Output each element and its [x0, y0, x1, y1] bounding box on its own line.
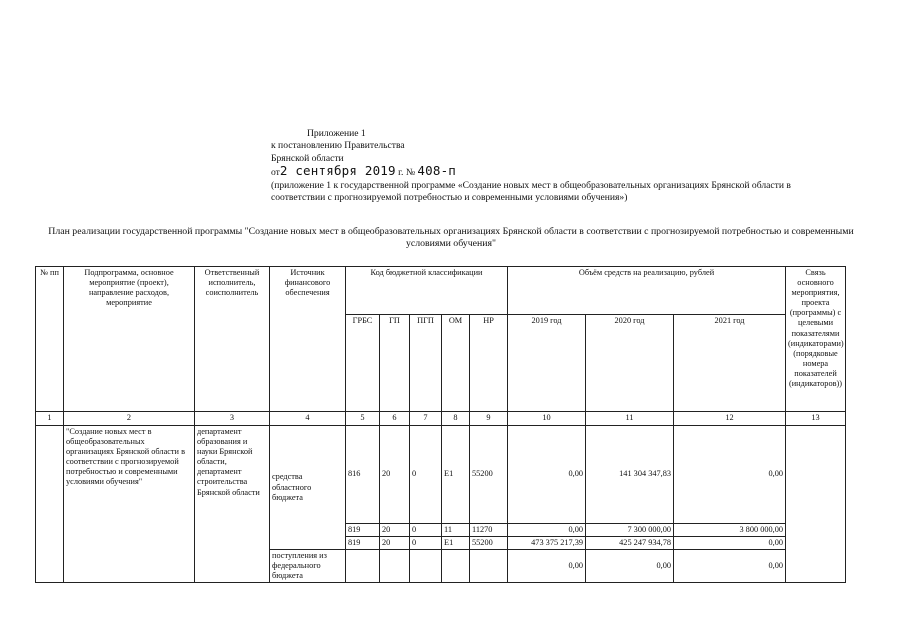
value-2019: 473 375 217,39: [508, 537, 586, 550]
om-cell: 11: [442, 524, 470, 537]
col-number: 13: [786, 412, 846, 426]
source-federal-budget: поступления из федерального бюджета: [270, 550, 346, 583]
gp-cell: 20: [380, 426, 410, 524]
gp-cell: [380, 550, 410, 583]
header-pgp: ПГП: [410, 315, 442, 412]
grbs-cell: [346, 550, 380, 583]
column-number-row: [36, 412, 846, 426]
header-grbs: ГРБС: [346, 315, 380, 412]
source-regional-budget: средства областного бюджета: [270, 426, 346, 550]
header-row-1: [36, 267, 846, 315]
np-cell: 55200: [470, 537, 508, 550]
gp-cell: 20: [380, 537, 410, 550]
header-2020: 2020 год: [586, 315, 674, 412]
header-funds: Объём средств на реализацию, рублей: [508, 267, 786, 315]
value-2020: 7 300 000,00: [586, 524, 674, 537]
value-2020: 0,00: [586, 550, 674, 583]
annex-date-line: [271, 165, 791, 179]
grbs-cell: 816: [346, 426, 380, 524]
link-cell: [786, 426, 846, 583]
header-om: ОМ: [442, 315, 470, 412]
col-number: 7: [410, 412, 442, 426]
np-cell: 11270: [470, 524, 508, 537]
pgp-cell: 0: [410, 537, 442, 550]
pgp-cell: [410, 550, 442, 583]
value-2019: 0,00: [508, 524, 586, 537]
pgp-cell: 0: [410, 524, 442, 537]
main-event-executor: департамент образования и науки Брянской области, департамент строительства Брянской области: [195, 426, 270, 583]
col-number: 5: [346, 412, 380, 426]
col-number: 10: [508, 412, 586, 426]
main-event-name: "Создание новых мест в общеобразовательных организациях Брянской области в соответствии с прогнозируемой потребностью и современными условиями обучения": [64, 426, 195, 583]
row-num-cell: [36, 426, 64, 583]
date-prefix: от: [271, 167, 280, 179]
plan-table: [35, 266, 846, 583]
gp-cell: 20: [380, 524, 410, 537]
annex-line-1: к постановлению Правительства: [271, 140, 405, 152]
annex-line-2: Брянской области: [271, 152, 344, 164]
date-suffix: г. №: [398, 167, 415, 179]
header-np: НР: [470, 315, 508, 412]
header-2021: 2021 год: [674, 315, 786, 412]
table-row: [36, 426, 846, 524]
grbs-cell: 819: [346, 537, 380, 550]
value-2021: 0,00: [674, 537, 786, 550]
date-handwritten: 2 сентября 2019: [279, 163, 396, 179]
col-number: 12: [674, 412, 786, 426]
value-2021: 3 800 000,00: [674, 524, 786, 537]
value-2021: 0,00: [674, 426, 786, 524]
annex-block: [271, 128, 791, 204]
om-cell: [442, 550, 470, 583]
col-number: 4: [270, 412, 346, 426]
grbs-cell: 819: [346, 524, 380, 537]
header-subprogram: Подпрограмма, основное мероприятие (проект), направление расходов, мероприятие: [64, 267, 195, 412]
value-2020: 141 304 347,83: [586, 426, 674, 524]
col-number: 3: [195, 412, 270, 426]
np-cell: [470, 550, 508, 583]
col-number: 8: [442, 412, 470, 426]
annex-note: (приложение 1 к государственной программе «Создание новых мест в общеобразовательных организациях Брянской области в соответствии с прогнозируемой потребностью и современными условиями обучения»): [271, 179, 791, 204]
decree-number-handwritten: 408-п: [417, 163, 457, 179]
plan-title: План реализации государственной программы "Создание новых мест в общеобразовательных организациях Брянской области в соответствии с прогнозируемой потребностью и современными условиями обучения": [48, 226, 854, 250]
value-2020: 425 247 934,78: [586, 537, 674, 550]
om-cell: E1: [442, 537, 470, 550]
header-executor: Ответственный исполнитель, соисполнитель: [195, 267, 270, 412]
om-cell: E1: [442, 426, 470, 524]
annex-title: Приложение 1: [307, 128, 366, 139]
header-gp: ГП: [380, 315, 410, 412]
header-link: Связь основного мероприятия, проекта (программы) с целевыми показателями (индикаторами) (порядковые номера показателей (индикаторов)): [786, 267, 846, 412]
col-number: 2: [64, 412, 195, 426]
header-num: № пп: [36, 267, 64, 412]
header-2019: 2019 год: [508, 315, 586, 412]
col-number: 6: [380, 412, 410, 426]
pgp-cell: 0: [410, 426, 442, 524]
np-cell: 55200: [470, 426, 508, 524]
header-source: Источник финансового обеспечения: [270, 267, 346, 412]
value-2019: 0,00: [508, 426, 586, 524]
header-budget-code: Код бюджетной классификации: [346, 267, 508, 315]
col-number: 11: [586, 412, 674, 426]
col-number: 9: [470, 412, 508, 426]
value-2019: 0,00: [508, 550, 586, 583]
value-2021: 0,00: [674, 550, 786, 583]
col-number: 1: [36, 412, 64, 426]
